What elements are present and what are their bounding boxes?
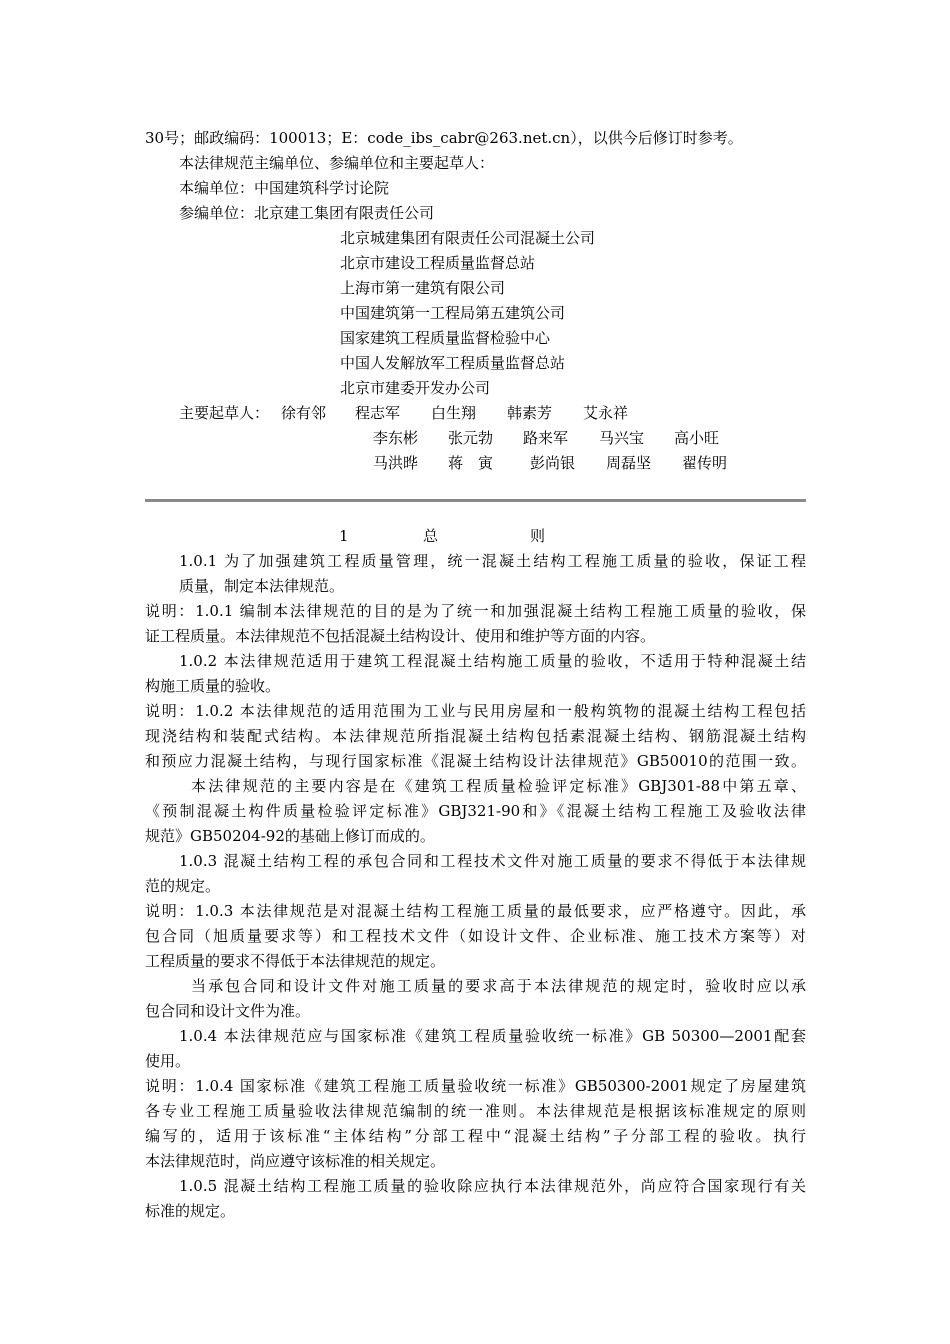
drafter-name: 翟传明 [682, 454, 728, 472]
note-1-0-2: 和预应力混凝土结构，与现行国家标准《混凝土结构设计法律规范》GB50010的范围一致。 [145, 752, 806, 770]
participating-unit: 国家建筑工程质量监督检验中心 [340, 329, 551, 347]
participating-unit: 北京市建委开发办公司 [340, 379, 491, 397]
clause-1-0-1: 1.0.1 为了加强建筑工程质量管理，统一混凝土结构工程施工质量的验收，保证工程 [179, 552, 806, 570]
note-1-0-4: 各专业工程施工质量验收法律规范编制的统一准则。本法律规范是根据该标准规定的原则 [145, 1102, 806, 1120]
note-1-0-2-continued: 《预制混凝土构件质量检验评定标准》GBJ321-90和》《混凝土结构工程施工及验收法律 [145, 802, 806, 820]
section-divider [145, 499, 806, 502]
participating-unit: 上海市第一建筑有限公司 [340, 279, 506, 297]
note-1-0-3-continued: 包合同和设计文件为准。 [145, 1002, 311, 1020]
note-1-0-2: 说明：1.0.2 本法律规范的适用范围为工业与民用房屋和一般构筑物的混凝土结构工程包括 [145, 702, 806, 720]
clause-1-0-1: 质量，制定本法律规范。 [179, 577, 345, 595]
participating-unit: 中国建筑第一工程局第五建筑公司 [340, 304, 566, 322]
clause-1-0-2: 1.0.2 本法律规范适用于建筑工程混凝土结构施工质量的验收，不适用于特种混凝土结 [179, 652, 806, 670]
drafter-name: 周磊坚 [606, 454, 652, 472]
clause-1-0-3: 范的规定。 [145, 877, 221, 895]
chief-unit: 本编单位：中国建筑科学讨论院 [179, 179, 390, 197]
participating-unit: 中国人发解放军工程质量监督总站 [340, 354, 566, 372]
note-1-0-4: 本法律规范时，尚应遵守该标准的相关规定。 [145, 1152, 446, 1170]
drafter-name: 韩素芳 [507, 404, 553, 422]
participating-units-label: 参编单位：北京建工集团有限责任公司 [179, 204, 435, 222]
drafter-name: 李东彬 [373, 429, 419, 447]
drafter-name: 彭尚银 [530, 454, 576, 472]
note-1-0-3: 工程质量的要求不得低于本法律规范的规定。 [145, 952, 446, 970]
note-1-0-4: 说明：1.0.4 国家标准《建筑工程施工质量验收统一标准》GB50300-2001规定了房屋建筑 [145, 1077, 806, 1095]
chapter-title-char: 则 [530, 527, 546, 545]
note-1-0-3: 包合同（旭质量要求等）和工程技术文件（如设计文件、企业标准、施工技术方案等）对 [145, 927, 806, 945]
drafter-name: 徐有邻 [281, 404, 327, 422]
drafter-name: 蒋 寅 [448, 454, 494, 472]
note-1-0-2-continued: 本法律规范的主要内容是在《建筑工程质量检验评定标准》GBJ301-88中第五章、 [191, 777, 806, 795]
note-1-0-1: 证工程质量。本法律规范不包括混凝土结构设计、使用和维护等方面的内容。 [145, 627, 656, 645]
note-1-0-2-continued: 规范》GB50204-92的基础上修订而成的。 [145, 827, 435, 845]
units-intro: 本法律规范主编单位、参编单位和主要起草人： [179, 154, 495, 172]
note-1-0-3-continued: 当承包合同和设计文件对施工质量的要求高于本法律规范的规定时，验收时应以承 [191, 977, 806, 995]
drafter-name: 马兴宝 [599, 429, 645, 447]
drafter-name: 程志军 [355, 404, 401, 422]
clause-1-0-5: 1.0.5 混凝土结构工程施工质量的验收除应执行本法律规范外，尚应符合国家现行有关 [179, 1177, 806, 1195]
clause-1-0-4: 1.0.4 本法律规范应与国家标准《建筑工程质量验收统一标准》GB 50300—2001配套 [179, 1027, 806, 1045]
clause-1-0-5: 标准的规定。 [145, 1202, 236, 1220]
drafter-name: 白生翔 [431, 404, 477, 422]
drafter-name: 张元勃 [448, 429, 494, 447]
chapter-title-char: 总 [423, 527, 439, 545]
note-1-0-3: 说明：1.0.3 本法律规范是对混凝土结构工程施工质量的最低要求，应严格遵守。因此，承 [145, 902, 806, 920]
clause-1-0-4: 使用。 [145, 1052, 191, 1070]
participating-unit: 北京城建集团有限责任公司混凝土公司 [340, 229, 596, 247]
clause-1-0-2: 构施工质量的验收。 [145, 677, 281, 695]
drafters-label: 主要起草人： [179, 404, 270, 422]
note-1-0-4: 编写的，适用于该标准“主体结构”分部工程中“混凝土结构”子分部工程的验收。执行 [145, 1127, 806, 1145]
drafter-name: 马洪晔 [373, 454, 419, 472]
drafter-name: 艾永祥 [583, 404, 629, 422]
clause-1-0-3: 1.0.3 混凝土结构工程的承包合同和工程技术文件对施工质量的要求不得低于本法律规 [179, 852, 806, 870]
drafter-name: 高小旺 [674, 429, 720, 447]
note-1-0-1: 说明：1.0.1 编制本法律规范的目的是为了统一和加强混凝土结构工程施工质量的验收，保 [145, 602, 806, 620]
chapter-number: 1 [339, 527, 349, 545]
contact-line: 30号；邮政编码：100013；E：code_ibs_cabr@263.net.cn），以供今后修订时参考。 [145, 129, 743, 147]
participating-unit: 北京市建设工程质量监督总站 [340, 254, 536, 272]
drafter-name: 路来军 [523, 429, 569, 447]
note-1-0-2: 现浇结构和装配式结构。本法律规范所指混凝土结构包括素混凝土结构、钢筋混凝土结构 [145, 727, 806, 745]
